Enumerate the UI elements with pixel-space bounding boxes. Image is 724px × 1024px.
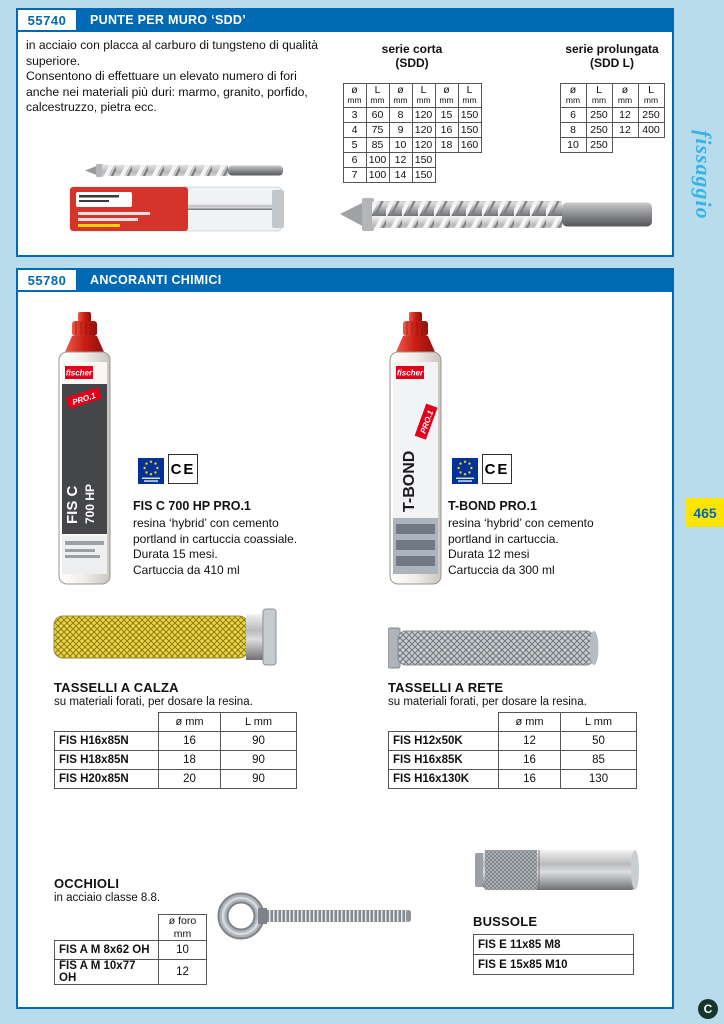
cell: ø mm bbox=[343, 83, 366, 107]
cell: 90 bbox=[221, 770, 297, 789]
cell: 250 bbox=[586, 122, 612, 137]
cell bbox=[612, 137, 638, 152]
cell: 3 bbox=[343, 107, 366, 122]
product-line: resina ‘hybrid’ con cemento bbox=[133, 516, 279, 531]
cell: L mm bbox=[638, 83, 664, 107]
serie-prolungata-table bbox=[560, 83, 665, 153]
ce-logo: CE bbox=[168, 454, 198, 484]
cell: 6 bbox=[560, 107, 586, 122]
cell: 8 bbox=[560, 122, 586, 137]
table-row bbox=[560, 137, 664, 152]
bussole-title: BUSSOLE bbox=[473, 914, 538, 929]
cell: 50 bbox=[561, 732, 637, 751]
cartridge-label-text: 700 HP bbox=[83, 483, 97, 524]
mesh-sleeve-yellow-image bbox=[52, 608, 289, 666]
cell: 16 bbox=[159, 732, 221, 751]
cell: L mm bbox=[412, 83, 435, 107]
table-row bbox=[55, 915, 207, 941]
cell: 20 bbox=[159, 770, 221, 789]
product-line: portland in cartuccia. bbox=[448, 531, 559, 546]
cell: L mm bbox=[561, 713, 637, 732]
cell: 250 bbox=[586, 137, 612, 152]
cell: 120 bbox=[412, 122, 435, 137]
rete-table bbox=[388, 712, 637, 789]
cartridge-label-text: FIS C bbox=[64, 485, 81, 524]
cell: 10 bbox=[389, 137, 412, 152]
table-row bbox=[343, 122, 481, 137]
cell: 150 bbox=[458, 107, 481, 122]
cell: 18 bbox=[435, 137, 458, 152]
cell: 250 bbox=[586, 107, 612, 122]
cell: 60 bbox=[366, 107, 389, 122]
cell: FIS E 15x85 M10 bbox=[474, 955, 634, 975]
cell: 120 bbox=[412, 137, 435, 152]
table-row bbox=[343, 167, 481, 182]
product-line: resina ‘hybrid’ con cemento bbox=[448, 516, 594, 531]
cell: 12 bbox=[612, 122, 638, 137]
calza-title: TASSELLI A CALZA bbox=[54, 680, 179, 695]
section-title: ANCORANTI CHIMICI bbox=[78, 270, 672, 290]
table-row bbox=[55, 960, 207, 985]
table-row bbox=[55, 732, 297, 751]
eu-flag-icon bbox=[452, 458, 478, 484]
cell bbox=[458, 167, 481, 182]
product-line: Durata 15 mesi. bbox=[133, 547, 218, 562]
cell: 7 bbox=[343, 167, 366, 182]
product-line: Durata 12 mesi bbox=[448, 547, 530, 562]
product-info-t-bond bbox=[448, 498, 648, 579]
table-title bbox=[552, 42, 672, 71]
table-row bbox=[474, 935, 634, 955]
cell: FIS H20x85N bbox=[55, 770, 159, 789]
occhioli-table bbox=[54, 914, 207, 985]
table-title bbox=[338, 42, 486, 71]
cell: 90 bbox=[221, 751, 297, 770]
cell: 16 bbox=[435, 122, 458, 137]
cell bbox=[638, 137, 664, 152]
page-number-badge: 465 bbox=[686, 498, 724, 527]
product-info-fis-c bbox=[133, 498, 333, 579]
cell: FIS H16x130K bbox=[389, 770, 499, 789]
table-row bbox=[343, 152, 481, 167]
serie-corta-block bbox=[338, 42, 486, 183]
cell: ø foro mm bbox=[159, 915, 207, 941]
ce-logo: CE bbox=[482, 454, 512, 484]
section-title: PUNTE PER MURO ‘SDD’ bbox=[78, 10, 672, 30]
table-row bbox=[389, 713, 637, 732]
section-body bbox=[18, 32, 672, 255]
product-description bbox=[26, 38, 326, 116]
occhioli-title: OCCHIOLI bbox=[54, 876, 120, 891]
section-code: 55740 bbox=[18, 10, 78, 30]
pro1-badge: PRO.1 bbox=[71, 391, 97, 407]
cell bbox=[55, 915, 159, 941]
product-name: FIS C 700 HP PRO.1 bbox=[133, 499, 251, 513]
product-name: T-BOND PRO.1 bbox=[448, 499, 537, 513]
cell: 18 bbox=[159, 751, 221, 770]
table-row bbox=[55, 941, 207, 960]
cell: 150 bbox=[412, 167, 435, 182]
chapter-tab-label: fissaggio bbox=[691, 130, 716, 220]
cell: 6 bbox=[343, 152, 366, 167]
pro1-badge: PRO.1 bbox=[418, 409, 436, 435]
cartridge-label-text: T-BOND bbox=[401, 450, 418, 512]
product-line: Cartuccia da 410 ml bbox=[133, 563, 240, 578]
description-paragraph: in acciaio con placca al carburo di tungsteno di qualità superiore. bbox=[26, 38, 319, 68]
rete-title: TASSELLI A RETE bbox=[388, 680, 504, 695]
cell: 5 bbox=[343, 137, 366, 152]
section-ancoranti-chimici bbox=[16, 268, 674, 1009]
table-title-line: serie prolungata bbox=[565, 42, 659, 56]
metal-sleeve-image bbox=[473, 842, 646, 898]
calza-subtitle: su materiali forati, per dosare la resina. bbox=[54, 696, 253, 708]
cell: 250 bbox=[638, 107, 664, 122]
serie-prolungata-block bbox=[552, 42, 672, 153]
cell: FIS H16x85N bbox=[55, 732, 159, 751]
cell: FIS H16x85K bbox=[389, 751, 499, 770]
cell: ø mm bbox=[389, 83, 412, 107]
calza-table bbox=[54, 712, 297, 789]
cell: 400 bbox=[638, 122, 664, 137]
table-row bbox=[55, 770, 297, 789]
cell bbox=[435, 152, 458, 167]
cell: FIS E 11x85 M8 bbox=[474, 935, 634, 955]
table-row bbox=[343, 137, 481, 152]
large-drill-bit-image bbox=[338, 188, 656, 241]
table-row bbox=[474, 955, 634, 975]
cell: 12 bbox=[389, 152, 412, 167]
drill-bit-image bbox=[84, 162, 286, 179]
cell: 90 bbox=[221, 732, 297, 751]
cell: 15 bbox=[435, 107, 458, 122]
section-body bbox=[18, 292, 672, 1007]
cell: L mm bbox=[366, 83, 389, 107]
occhioli-subtitle: in acciaio classe 8.8. bbox=[54, 892, 161, 904]
cell: 12 bbox=[612, 107, 638, 122]
cell: 4 bbox=[343, 122, 366, 137]
cell: 85 bbox=[366, 137, 389, 152]
cell: 120 bbox=[412, 107, 435, 122]
table-row bbox=[343, 107, 481, 122]
cell: ø mm bbox=[159, 713, 221, 732]
cell: ø mm bbox=[612, 83, 638, 107]
ce-mark bbox=[138, 454, 198, 484]
cell bbox=[458, 152, 481, 167]
table-title-line: serie corta bbox=[381, 42, 443, 56]
cell: 16 bbox=[499, 751, 561, 770]
cell: 150 bbox=[412, 152, 435, 167]
table-row bbox=[560, 122, 664, 137]
eyebolt-image bbox=[213, 884, 415, 944]
cell: FIS A M 10x77 OH bbox=[55, 960, 159, 985]
table-row bbox=[55, 713, 297, 732]
eu-flag-icon bbox=[138, 458, 164, 484]
publisher-logo: C bbox=[698, 999, 718, 1019]
table-row bbox=[389, 770, 637, 789]
rete-subtitle: su materiali forati, per dosare la resina. bbox=[388, 696, 587, 708]
ce-mark bbox=[452, 454, 512, 484]
cell: 130 bbox=[561, 770, 637, 789]
fischer-logo: fischer bbox=[65, 368, 93, 378]
cartridge-fis-c-image bbox=[52, 312, 118, 590]
cell: 85 bbox=[561, 751, 637, 770]
cell bbox=[435, 167, 458, 182]
cell: L mm bbox=[221, 713, 297, 732]
table-title-line: (SDD) bbox=[395, 56, 429, 71]
cell: FIS A M 8x62 OH bbox=[55, 941, 159, 960]
section-header bbox=[18, 270, 672, 292]
cell: 150 bbox=[458, 122, 481, 137]
cell: ø mm bbox=[499, 713, 561, 732]
cell bbox=[389, 713, 499, 732]
table-row bbox=[560, 107, 664, 122]
cell: FIS H12x50K bbox=[389, 732, 499, 751]
cell: 9 bbox=[389, 122, 412, 137]
section-code: 55780 bbox=[18, 270, 78, 290]
cell: 12 bbox=[499, 732, 561, 751]
cell: 75 bbox=[366, 122, 389, 137]
cell: L mm bbox=[458, 83, 481, 107]
section-header bbox=[18, 10, 672, 32]
product-line: portland in cartuccia coassiale. bbox=[133, 531, 298, 546]
table-row bbox=[560, 83, 664, 107]
description-paragraph: Consentono di effettuare un elevato numero di fori anche nei materiali più duri: marmo, granito, porfido, calcestruzzo, pietra ecc. bbox=[26, 69, 308, 115]
fischer-logo: fischer bbox=[396, 368, 424, 378]
cell: ø mm bbox=[560, 83, 586, 107]
product-line: Cartuccia da 300 ml bbox=[448, 563, 555, 578]
cell: 12 bbox=[159, 960, 207, 985]
table-title-line: (SDD L) bbox=[590, 56, 634, 71]
cell: 160 bbox=[458, 137, 481, 152]
section-punte-per-muro bbox=[16, 8, 674, 257]
mesh-sleeve-grey-image bbox=[388, 626, 604, 670]
table-row bbox=[343, 83, 481, 107]
cartridge-t-bond-image bbox=[383, 312, 449, 590]
cell bbox=[55, 713, 159, 732]
cell: 100 bbox=[366, 152, 389, 167]
serie-corta-table bbox=[343, 83, 482, 183]
cell: L mm bbox=[586, 83, 612, 107]
cell: 8 bbox=[389, 107, 412, 122]
bussole-table bbox=[473, 934, 634, 975]
cell: 100 bbox=[366, 167, 389, 182]
cell: 10 bbox=[560, 137, 586, 152]
table-row bbox=[55, 751, 297, 770]
packaged-drill-image bbox=[68, 184, 290, 234]
cell: 10 bbox=[159, 941, 207, 960]
cell: 16 bbox=[499, 770, 561, 789]
table-row bbox=[389, 732, 637, 751]
table-row bbox=[389, 751, 637, 770]
cell: FIS H18x85N bbox=[55, 751, 159, 770]
cell: 14 bbox=[389, 167, 412, 182]
cell: ø mm bbox=[435, 83, 458, 107]
